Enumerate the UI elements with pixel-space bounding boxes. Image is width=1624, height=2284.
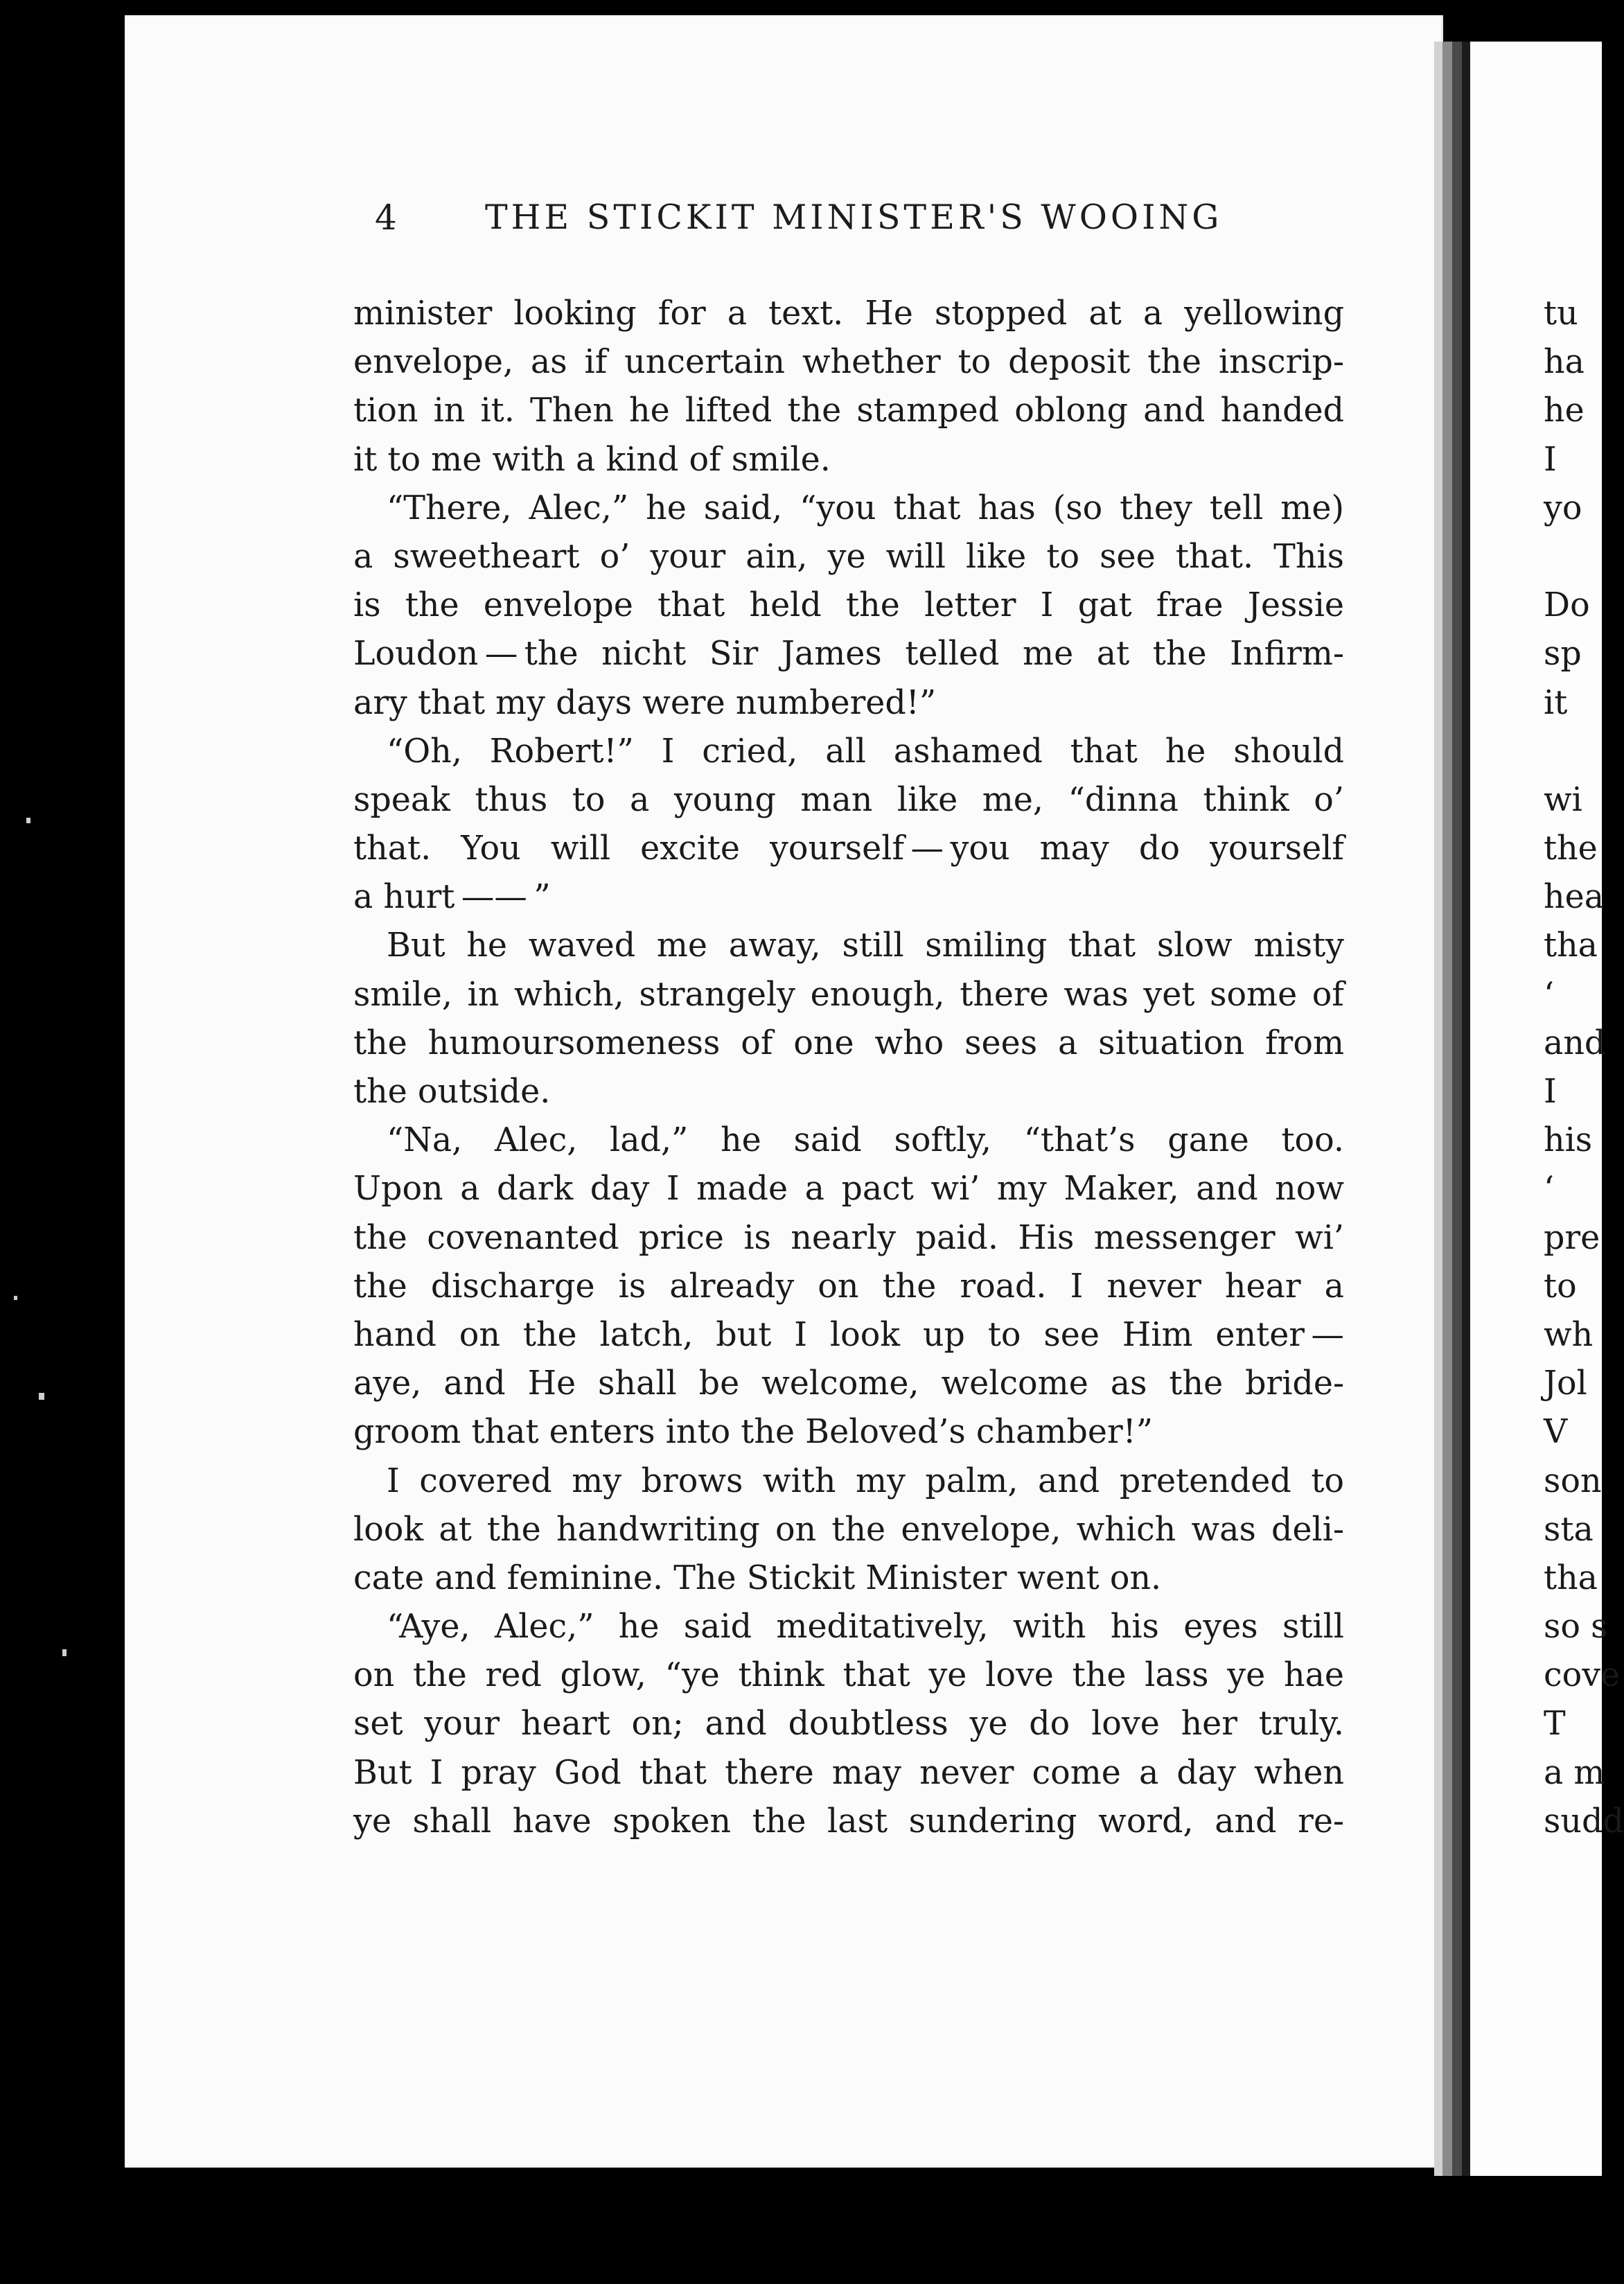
text-line: the outside.: [353, 1073, 551, 1111]
facing-fragment: tha: [1544, 1558, 1598, 1597]
facing-fragment: V: [1544, 1413, 1568, 1452]
text-line: groom that enters into the Beloved’s chamber!”: [353, 1413, 1154, 1452]
page-edge: [1452, 42, 1462, 2176]
page-number: 4: [375, 197, 397, 238]
scan-speck: [62, 1649, 67, 1656]
facing-fragment: it: [1544, 683, 1568, 722]
running-head: THE STICKIT MINISTER'S WOOING: [485, 197, 1223, 237]
facing-fragment: ‘: [1544, 975, 1555, 1014]
text-line: cate and feminine. The Stickit Minister went on.: [353, 1558, 1162, 1597]
facing-fragment: [1544, 533, 1602, 581]
text-line: it to me with a kind of smile.: [353, 440, 831, 479]
text-line: Loudon — the nicht Sir James telled me at the Infirm-: [353, 635, 1344, 674]
scan-speck: [39, 1393, 44, 1400]
text-line: But I pray God that there may never come a day when: [353, 1753, 1344, 1792]
text-line: ye shall have spoken the last sundering word, and re-: [353, 1802, 1344, 1841]
text-line: a hurt —— ”: [353, 878, 551, 917]
facing-fragment: tha: [1544, 926, 1598, 965]
facing-fragment: so s: [1544, 1608, 1608, 1646]
page-edge: [1462, 42, 1470, 2176]
text-line: “Oh, Robert!” I cried, all ashamed that he should: [387, 732, 1344, 771]
text-line: Upon a dark day I made a pact wi’ my Maker, and now: [353, 1170, 1344, 1209]
text-line: a sweetheart o’ your ain, ye will like to see that. This: [353, 537, 1344, 576]
facing-fragment: T: [1544, 1705, 1566, 1743]
text-line: But he waved me away, still smiling that slow misty: [387, 926, 1344, 965]
text-line: minister looking for a text. He stopped at a yellowing: [353, 295, 1344, 333]
facing-fragment: the: [1544, 829, 1598, 868]
facing-fragment: Jol: [1544, 1364, 1587, 1403]
facing-fragment: ‘: [1544, 1170, 1555, 1209]
text-line: set your heart on; and doubtless ye do love her truly.: [353, 1705, 1344, 1743]
facing-fragment: sta: [1544, 1510, 1594, 1549]
text-line: look at the handwriting on the envelope, which was deli-: [353, 1510, 1344, 1549]
facing-fragment: tu: [1544, 295, 1578, 333]
facing-fragment: he: [1544, 392, 1585, 430]
text-line: the discharge is already on the road. I never hear a: [353, 1267, 1344, 1306]
page-edge: [1442, 42, 1452, 2176]
page-edge: [1434, 42, 1442, 2176]
text-line: speak thus to a young man like me, “dinna think o’: [353, 780, 1344, 819]
text-line: aye, and He shall be welcome, welcome as the bride-: [353, 1364, 1344, 1403]
text-line: hand on the latch, but I look up to see Him enter —: [353, 1315, 1344, 1354]
facing-fragment: and: [1544, 1024, 1606, 1062]
text-line: that. You will excite yourself — you may do yourself: [353, 829, 1344, 868]
facing-fragment: to: [1544, 1267, 1577, 1306]
facing-fragment: ha: [1544, 343, 1585, 382]
facing-fragment: sp: [1544, 635, 1582, 674]
text-line: on the red glow, “ye think that ye love the lass ye hae: [353, 1656, 1344, 1695]
text-line: “Aye, Alec,” he said meditatively, with his eyes still: [387, 1608, 1344, 1646]
facing-fragment: a m: [1544, 1753, 1605, 1792]
facing-fragment: yo: [1544, 489, 1582, 527]
text-line: I covered my brows with my palm, and pretended to: [387, 1461, 1344, 1500]
facing-fragment: I: [1544, 440, 1557, 479]
text-line: is the envelope that held the letter I gat frae Jessie: [353, 586, 1344, 625]
text-line: tion in it. Then he lifted the stamped oblong and handed: [353, 392, 1344, 430]
facing-fragment: son: [1544, 1461, 1602, 1500]
facing-fragment: hea: [1544, 878, 1605, 917]
body-text: [353, 290, 1344, 1846]
text-line: ary that my days were numbered!”: [353, 683, 937, 722]
text-line: “There, Alec,” he said, “you that has (so they tell me): [387, 489, 1344, 527]
facing-fragment: pre: [1544, 1218, 1600, 1257]
facing-fragment: wh: [1544, 1315, 1594, 1354]
facing-fragment: Do: [1544, 586, 1590, 625]
scan-speck: [14, 1296, 17, 1300]
facing-fragment: wi: [1544, 780, 1582, 819]
facing-page-text: [1544, 290, 1624, 1846]
facing-fragment: [1544, 728, 1602, 776]
facing-fragment: I: [1544, 1073, 1557, 1111]
facing-fragment: cove: [1544, 1656, 1621, 1695]
scan-speck: [26, 818, 30, 823]
text-line: smile, in which, strangely enough, there was yet some of: [353, 975, 1344, 1014]
text-line: envelope, as if uncertain whether to deposit the inscrip-: [353, 343, 1344, 382]
facing-fragment: sudd: [1544, 1802, 1624, 1841]
text-line: “Na, Alec, lad,” he said softly, “that’s gane too.: [387, 1121, 1344, 1160]
facing-fragment: his: [1544, 1121, 1593, 1160]
text-line: the covenanted price is nearly paid. His messenger wi’: [353, 1218, 1344, 1257]
text-line: the humoursomeness of one who sees a situation from: [353, 1024, 1344, 1062]
